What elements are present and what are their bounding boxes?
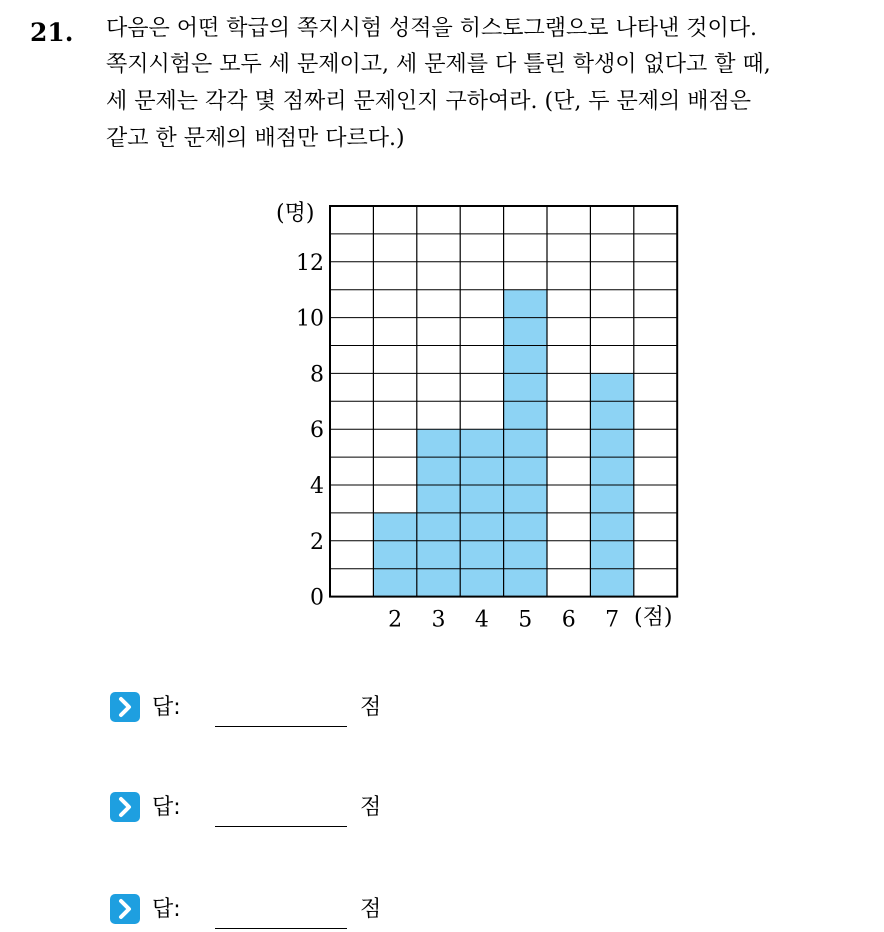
y-axis-label: (명) xyxy=(276,201,315,226)
chevron-right-icon xyxy=(110,692,140,722)
answer-unit: 점 xyxy=(360,795,382,820)
answer-label: 답: xyxy=(152,695,181,720)
answer-unit: 점 xyxy=(360,897,382,922)
x-tick-label: 3 xyxy=(431,607,446,633)
x-ticks-layer xyxy=(388,608,619,633)
y-tick-label: 12 xyxy=(296,250,324,276)
question-line-1: 다음은 어떤 학급의 쪽지시험 성적을 히스토그램으로 나타낸 것이다. xyxy=(106,16,758,41)
y-tick-label: 6 xyxy=(310,418,324,444)
question-line-2: 쪽지시험은 모두 세 문제이고, 세 문제를 다 틀린 학생이 없다고 할 때, xyxy=(106,52,771,77)
y-tick-label: 2 xyxy=(310,529,324,555)
x-tick-label: 7 xyxy=(605,607,620,633)
y-tick-label: 8 xyxy=(310,362,324,388)
answer-unit: 점 xyxy=(360,695,382,720)
x-axis-label: (점) xyxy=(634,605,673,630)
x-tick-label: 2 xyxy=(388,607,403,633)
answer-row-3 xyxy=(110,890,410,930)
answer-row-1 xyxy=(110,688,410,728)
y-ticks-layer xyxy=(296,251,324,611)
x-tick-label: 6 xyxy=(561,607,576,633)
x-tick-label: 5 xyxy=(518,607,533,633)
answer-label: 답: xyxy=(152,795,181,820)
question-line-4: 같고 한 문제의 배점만 다르다.) xyxy=(106,126,405,151)
answer-row-2 xyxy=(110,788,410,828)
histogram-bar-4 xyxy=(504,290,547,597)
question-number: 21. xyxy=(30,18,74,47)
histogram-bar-1 xyxy=(373,513,416,597)
question-line-3: 세 문제는 각각 몇 점짜리 문제인지 구하여라. (단, 두 문제의 배점은 xyxy=(106,89,752,114)
answer-label: 답: xyxy=(152,897,181,922)
chevron-right-icon xyxy=(110,792,140,822)
answer-blank-1[interactable] xyxy=(215,726,347,727)
y-tick-label: 10 xyxy=(296,306,324,332)
answer-blank-2[interactable] xyxy=(215,826,347,827)
x-tick-label: 4 xyxy=(474,607,489,633)
y-tick-label: 4 xyxy=(310,474,324,499)
y-tick-label: 0 xyxy=(310,585,324,611)
answer-blank-3[interactable] xyxy=(215,928,347,929)
chevron-right-icon xyxy=(110,894,140,924)
